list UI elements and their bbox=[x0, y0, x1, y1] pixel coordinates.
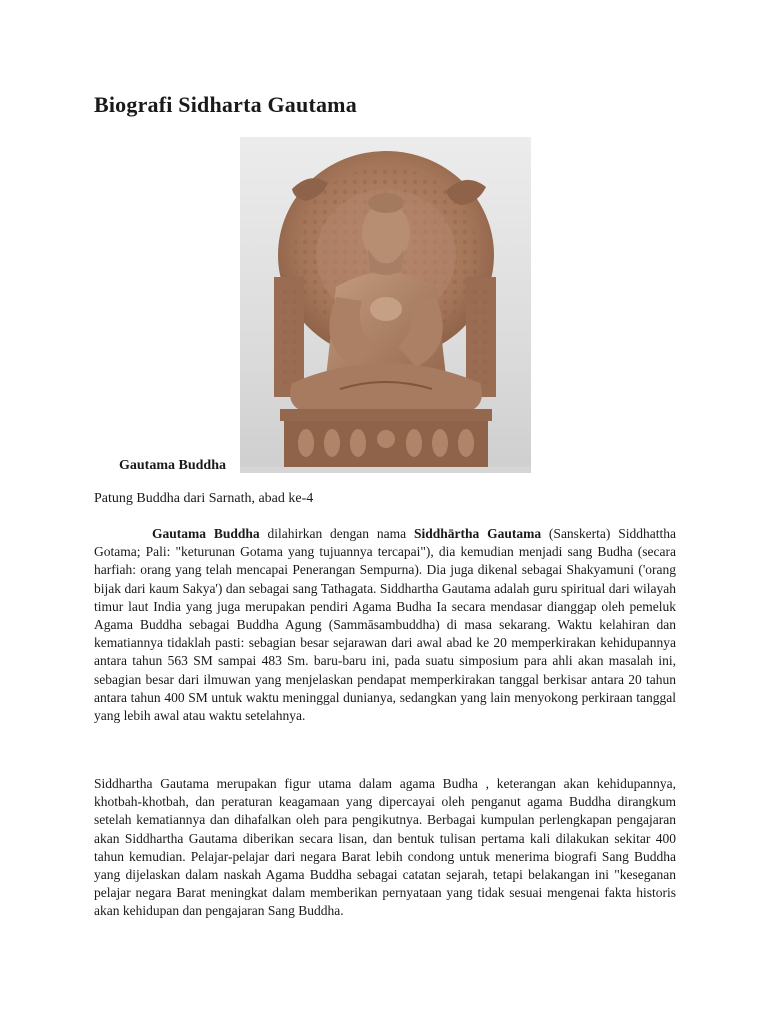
paragraph-1-text-b: (Sanskerta) Siddhattha Gotama; Pali: "keturunan Gotama yang tujuannya tercapai"), dia kemudian menjadi sang Budha (secara harfiah: orang yang telah mencapai Penerangan Sempurna). Dia juga dikenal sebagai Shakyamuni ('orang bijak dari kaum Sakya') dan sebagai sang Tathagata. Siddhartha Gautama adalah guru spiritual dari wilayah timur laut India yang juga merupakan pendiri Agama Budha Ia secara mendasar dianggap oleh pemeluk Agama Buddha sebagai Buddha Agung (Sammāsambuddha) di masa sekarang. Waktu kelahiran dan kematiannya tidaklah pasti: sebagian besar sejarawan dari awal abad ke 20 memperkirakan kehidupannya antara tahun 563 SM sampai 483 Sm. baru-baru ini, pada suatu simposium para ahli akan masalah ini, sebagian besar dari ilmuwan yang menjelaskan pendapat memperkirakan tanggal berkisar antara 20 tahun antara tahun 400 SM untuk waktu meninggal dunianya, sedangkan yang lain menyokong perkiraan tanggal yang lebih awal atau waktu setelahnya. bbox=[94, 526, 676, 724]
bold-name-gautama: Gautama Buddha bbox=[152, 526, 260, 541]
paragraph-1-text-a: dilahirkan dengan nama bbox=[259, 526, 414, 541]
statue-legs bbox=[290, 363, 482, 416]
image-label: Gautama Buddha bbox=[119, 458, 226, 473]
paragraph-1 bbox=[94, 525, 676, 725]
buddha-statue-image bbox=[240, 137, 531, 473]
page-title: Biografi Sidharta Gautama bbox=[94, 92, 357, 117]
image-caption: Patung Buddha dari Sarnath, abad ke-4 bbox=[94, 491, 314, 506]
bold-name-siddhartha: Siddhārtha Gautama bbox=[413, 526, 542, 541]
buddha-statue-illustration bbox=[240, 137, 531, 473]
paragraph-2: Siddhartha Gautama merupakan figur utama dalam agama Budha , keterangan akan kehidupannya, khotbah-khotbah, dan peraturan keagamaan yang dipercayai oleh penganut agama Buddha dirangkum setelah kematiannya dan dihafalkan oleh para pengikutnya. Berbagai kumpulan perlengkapan pengajaran akan Siddhartha Gautama diberikan secara lisan, dan bentuk tulisan pertama kali dilakukan sekitar 400 tahun kemudian. Pelajar-pelajar dari negara Barat lebih condong untuk menerima biografi Sang Buddha yang dijelaskan dalam naskah Agama Buddha sebagai catatan sejarah, tetapi belakangan ini "keseganan pelajar negara Barat meningkat dalam memberikan pernyataan yang tidak sesuai mengenai fakta historis akan kehidupan dan pengajaran Sang Buddha. bbox=[94, 776, 676, 919]
